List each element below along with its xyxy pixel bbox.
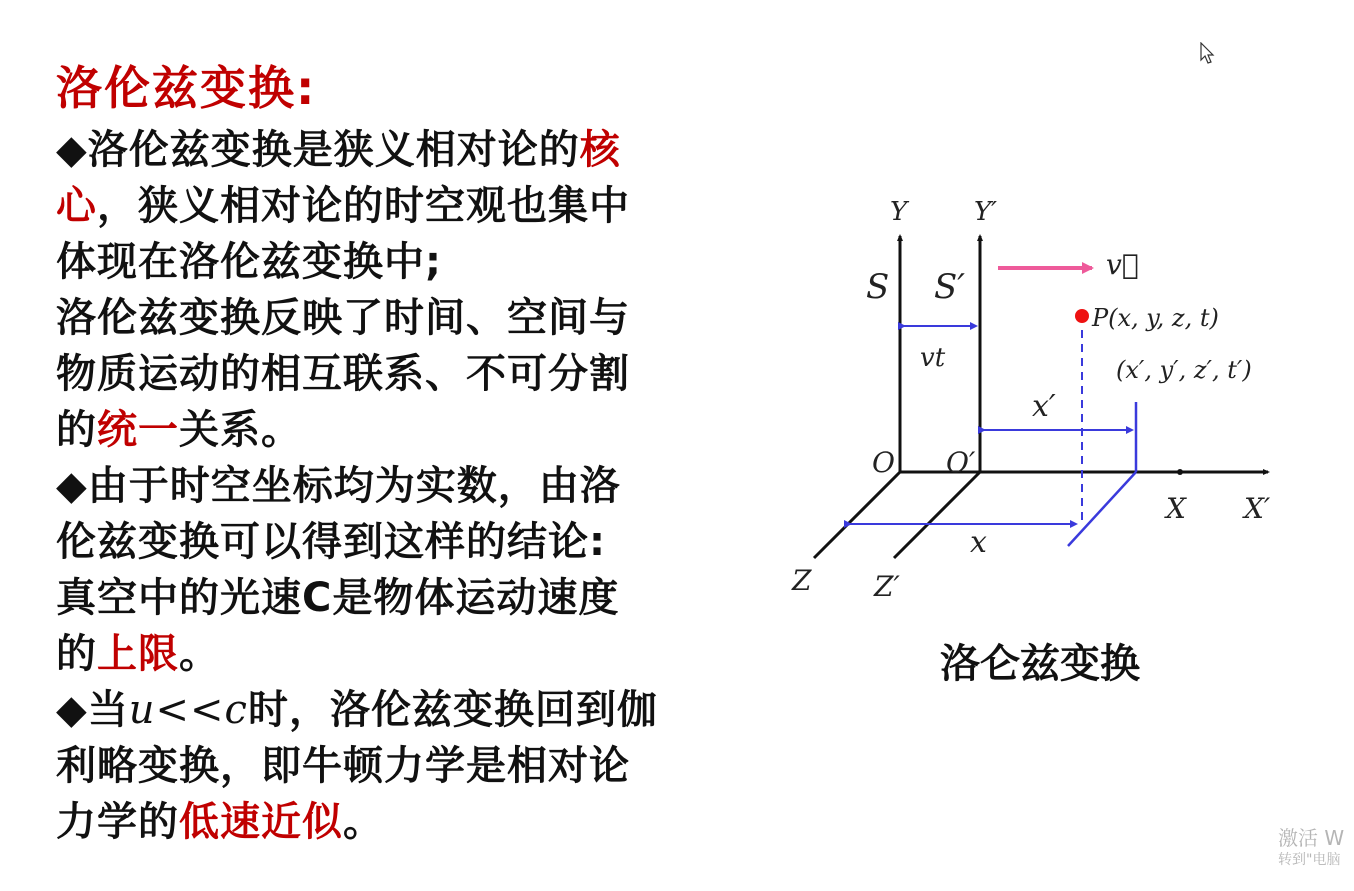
text-run: 。 — [179, 631, 220, 677]
text-run: 的 — [56, 407, 97, 453]
text-run: ，狭义相对论的时空观也集中 — [97, 183, 630, 229]
label-s-prime: S′ — [934, 267, 966, 307]
text-line — [56, 178, 746, 234]
label-x-prime-distance: x′ — [1032, 389, 1056, 424]
x-diagonal-bracket — [1068, 472, 1136, 546]
text-line — [56, 682, 746, 738]
label-vt: vt — [920, 343, 946, 373]
label-origin: O — [872, 446, 895, 479]
text-run: ◆当 — [56, 687, 129, 733]
label-x-prime-axis: X′ — [1244, 492, 1271, 525]
text-line — [56, 794, 746, 850]
text-line: 真空中的光速C是物体运动速度 — [56, 575, 620, 621]
highlight-text: 低速近似 — [179, 799, 343, 845]
activation-watermark — [1278, 826, 1344, 870]
text-run: ◆洛伦兹变换是狭义相对论的 — [56, 127, 580, 173]
text-line: 利略变换，即牛顿力学是相对论 — [56, 743, 630, 789]
text-run: 时，洛伦兹变换回到伽 — [247, 687, 658, 733]
label-x-distance: x — [970, 525, 987, 560]
text-line — [56, 402, 746, 458]
label-y-prime: Y′ — [974, 197, 998, 227]
highlight-text: 统一 — [97, 407, 179, 453]
label-y: Y — [890, 197, 908, 227]
label-s: S — [866, 267, 890, 307]
slide-body — [56, 122, 746, 850]
label-z-axis: Z — [792, 564, 812, 597]
text-line — [56, 122, 746, 178]
point-p — [1075, 309, 1089, 323]
watermark-line-1: 激活 W — [1278, 826, 1345, 850]
highlight-text: 上限 — [97, 631, 179, 677]
text-run: 的 — [56, 631, 97, 677]
text-line: ◆由于时空坐标均为实数，由洛 — [56, 463, 621, 509]
text-run: 关系。 — [179, 407, 302, 453]
label-point: P(x, y, z, t) — [1092, 304, 1219, 332]
highlight-text: 心 — [56, 183, 97, 229]
formula-text: u<<c — [128, 687, 248, 733]
text-run: 力学的 — [56, 799, 179, 845]
text-line: 物质运动的相互联系、不可分割 — [56, 351, 630, 397]
highlight-text: 核 — [579, 127, 621, 173]
label-x-axis: X — [1166, 492, 1186, 525]
text-line: 伦兹变换可以得到这样的结论: — [56, 519, 606, 565]
label-velocity: v⃗ — [1106, 248, 1139, 281]
slide-title: 洛伦兹变换: — [56, 61, 317, 115]
label-origin-prime: O′ — [946, 446, 976, 479]
text-line — [56, 626, 746, 682]
watermark-line-2: 转到"电脑 — [1278, 852, 1341, 868]
z-axis — [814, 472, 900, 558]
diagram-caption: 洛仑兹变换 — [940, 641, 1140, 687]
lorentz-frame-diagram — [770, 180, 1310, 620]
label-z-prime-axis: Z′ — [874, 570, 900, 603]
text-line: 体现在洛伦兹变换中; — [56, 239, 442, 285]
z-prime-axis — [894, 472, 980, 558]
text-run: 。 — [343, 799, 384, 845]
mouse-cursor-icon — [1200, 42, 1216, 66]
x-axis-tick — [1177, 469, 1183, 475]
label-point-prime: (x′, y′, z′, t′) — [1116, 356, 1252, 384]
text-line: 洛伦兹变换反映了时间、空间与 — [56, 295, 630, 341]
